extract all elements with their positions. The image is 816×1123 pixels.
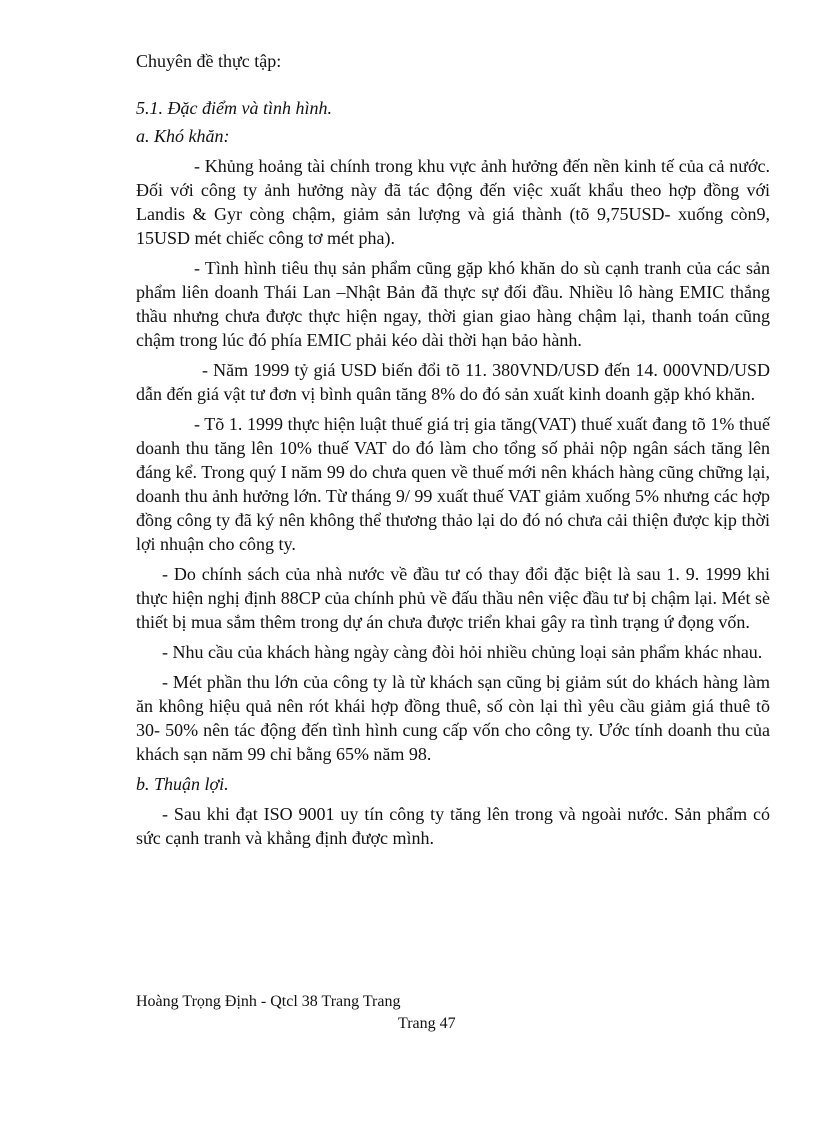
- document-page: [136, 0, 770, 1123]
- header-title: Chuyên đề thực tập:: [136, 51, 282, 71]
- difficulty-paragraph-1: - Khủng hoảng tài chính trong khu vực ảnh hưởng đến nền kinh tế của cả nước. Đối với công ty ảnh hưởng này đã tác động đến việc xuất khẩu theo hợp đồng với Landis & Gyr còng chậm, giảm sản lượng và giá thành (tõ 9,75USD- xuống còn9, 15USD mét chiếc công tơ mét pha).: [136, 156, 770, 248]
- difficulty-paragraph-3: - Năm 1999 tỷ giá USD biến đổi tõ 11. 380VND/USD đến 14. 000VND/USD dẫn đến giá vật tư đơn vị bình quân tăng 8% do đó sản xuất kinh doanh gặp khó khăn.: [136, 360, 770, 404]
- difficulty-paragraph-4: - Tõ 1. 1999 thực hiện luật thuế giá trị gia tăng(VAT) thuế xuất đang tõ 1% thuế doanh thu tăng lên 10% thuế VAT do đó làm cho tổng số phải nộp ngân sách tăng lên đáng kể. Trong quý I năm 99 do chưa quen về thuế mới nên khách hàng cũng chững lại, doanh thu ảnh hưởng lớn. Từ tháng 9/ 99 xuất thuế VAT giảm xuống 5% nhưng các hợp đồng công ty đã ký nên không thể thương thảo lại do đó nó chưa cải thiện được kịp thời lợi nhuận cho công ty.: [136, 414, 770, 554]
- footer-page-number: Trang 47: [398, 1015, 456, 1032]
- page-header: [136, 49, 281, 73]
- difficulty-paragraph-2: - Tình hình tiêu thụ sản phẩm cũng gặp khó khăn do sù cạnh tranh của các sản phẩm liên doanh Thái Lan –Nhật Bản đã thực sự đối đầu. Nhiều lô hàng EMIC thắng thầu nhưng chưa được thực hiện ngay, thời gian giao hàng chậm lại, thanh toán cũng chậm trong lúc đó phía EMIC phải kéo dài thời hạn bảo hành.: [136, 258, 770, 350]
- difficulty-paragraph-5: - Do chính sách của nhà nước về đầu tư có thay đổi đặc biệt là sau 1. 9. 1999 khi thực hiện nghị định 88CP của chính phủ về đấu thầu nên việc đầu tư bị chậm lại. Mét sè thiết bị mua sắm thêm trong dự án chưa được triển khai gây ra tình trạng ứ đọng vốn.: [136, 564, 770, 632]
- advantage-paragraph-1: - Sau khi đạt ISO 9001 uy tín công ty tăng lên trong và ngoài nước. Sản phẩm có sức cạnh tranh và khẳng định được mình.: [136, 804, 770, 848]
- document-body: [136, 96, 770, 856]
- page-footer: [136, 991, 770, 1035]
- difficulties-heading: a. Khó khăn:: [136, 126, 230, 146]
- difficulty-paragraph-7: - Mét phần thu lớn của công ty là từ khách sạn cũng bị giảm sút do khách hàng làm ăn không hiệu quả nên rót khái hợp đồng thuê, số còn lại thì yêu cầu giảm giá thuê tõ 30- 50% nên tác động đến tình hình cung cấp vốn cho công ty. Ước tính doanh thu của khách sạn năm 99 chỉ bằng 65% năm 98.: [136, 672, 770, 764]
- advantages-heading: b. Thuận lợi.: [136, 774, 229, 794]
- footer-author: Hoàng Trọng Định - Qtcl 38 Trang Trang: [136, 993, 401, 1010]
- difficulty-paragraph-6: - Nhu cầu của khách hàng ngày càng đòi hỏi nhiều chủng loại sản phẩm khác nhau.: [162, 642, 763, 662]
- section-heading: 5.1. Đặc điểm và tình hình.: [136, 98, 332, 118]
